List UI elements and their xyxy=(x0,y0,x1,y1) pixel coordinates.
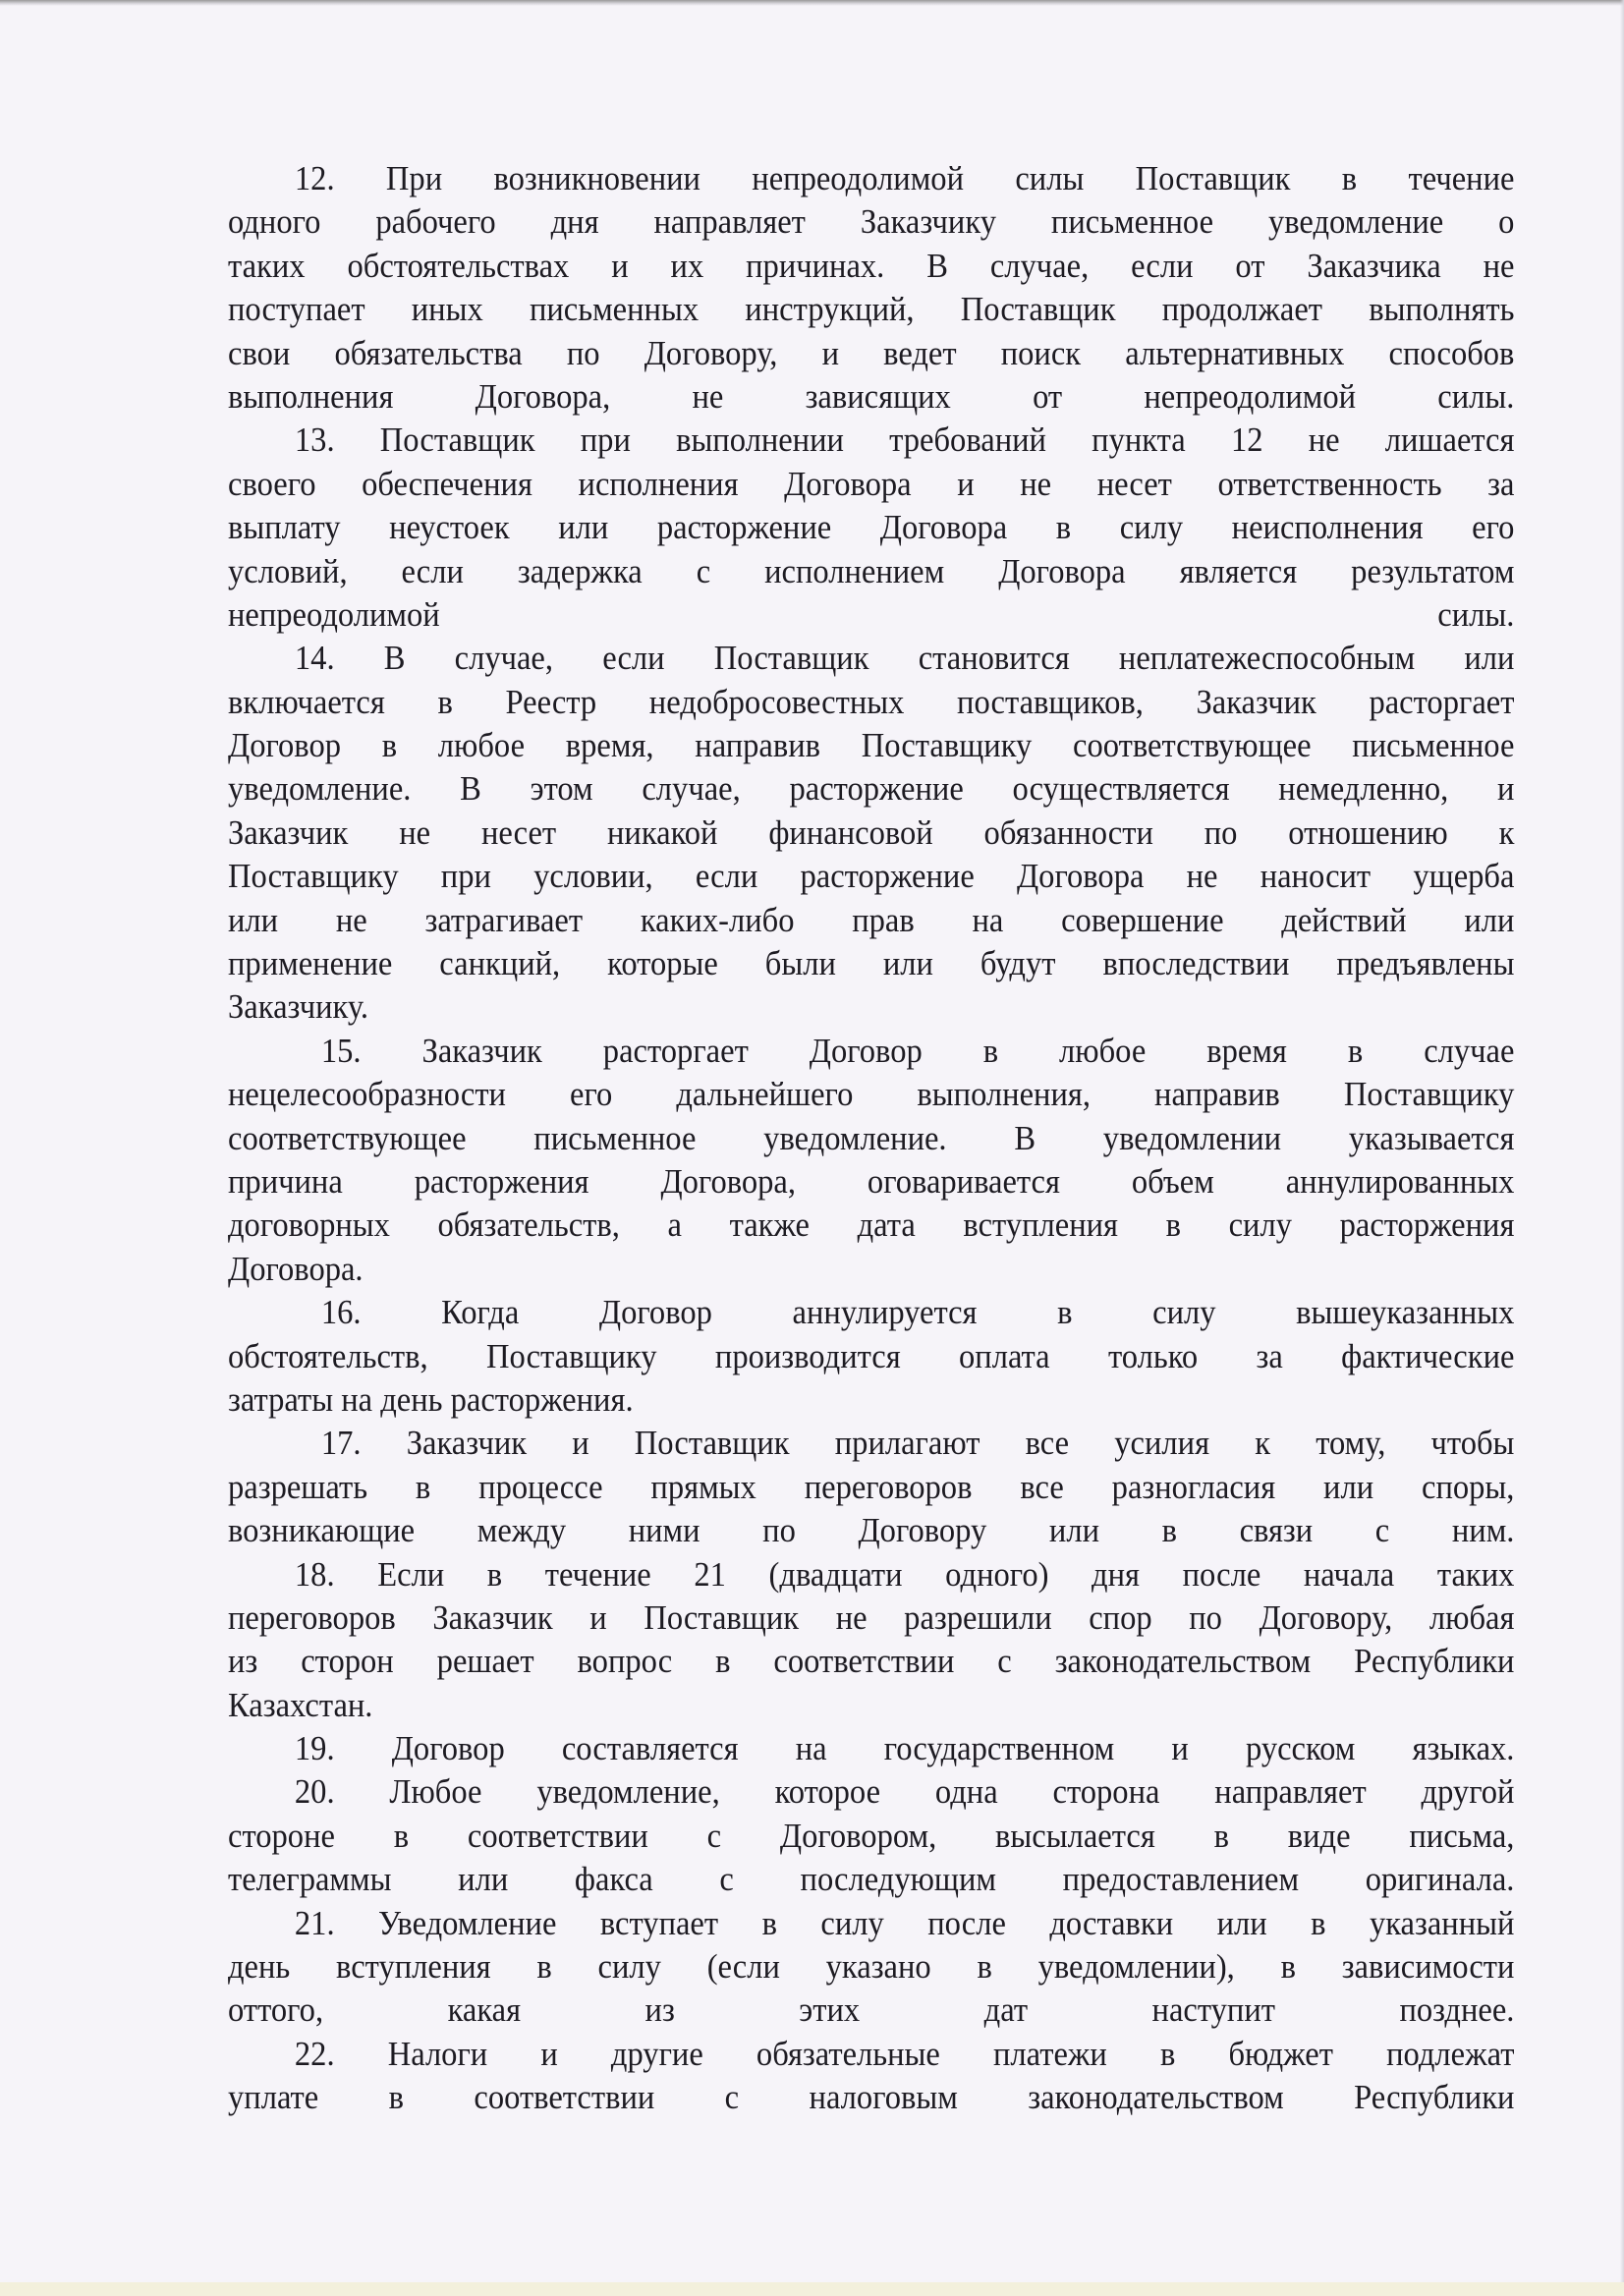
clause-first-line: 16. Когда Договор аннулируется в силу вышеуказанных xyxy=(320,1293,1515,1332)
document-line: Договор в любое время, направив Поставщику соответствующее письменное xyxy=(228,726,1515,765)
scan-edge-right xyxy=(1620,0,1624,2296)
clause-first-line: 21. Уведомление вступает в силу после доставки или в указанный xyxy=(294,1903,1515,1942)
document-line: Поставщику при условии, если расторжение Договора не наносит ущерба xyxy=(228,857,1515,896)
document-line: стороне в соответствии с Договором, высылается в виде письма, xyxy=(228,1816,1515,1855)
document-line: Казахстан. xyxy=(228,1685,373,1724)
document-line: таких обстоятельствах и их причинах. В случае, если от Заказчика не xyxy=(228,246,1515,285)
document-line: телеграммы или факса с последующим предоставлением оригинала. xyxy=(228,1860,1515,1899)
clause-first-line: 15. Заказчик расторгает Договор в любое время в случае xyxy=(320,1031,1515,1070)
scan-edge-bottom xyxy=(0,2282,1624,2296)
clause-first-line: 19. Договор составляется на государственном и русском языках. xyxy=(294,1729,1515,1768)
document-line: Договора. xyxy=(228,1249,364,1288)
document-line: нецелесообразности его дальнейшего выполнения, направив Поставщику xyxy=(228,1075,1515,1114)
document-line: выполнения Договора, не зависящих от непреодолимой силы. xyxy=(228,376,1515,416)
document-line: применение санкций, которые были или будут впоследствии предъявлены xyxy=(228,944,1515,983)
document-line: возникающие между ними по Договору или в связи с ним. xyxy=(228,1511,1515,1550)
document-line: выплату неустоек или расторжение Договора в силу неисполнения его xyxy=(228,508,1515,547)
clause-first-line: 18. Если в течение 21 (двадцати одного) дня после начала таких xyxy=(294,1554,1515,1594)
document-line: причина расторжения Договора, оговаривается объем аннулированных xyxy=(228,1161,1515,1201)
document-line: одного рабочего дня направляет Заказчику письменное уведомление о xyxy=(228,202,1515,242)
document-line: разрешать в процессе прямых переговоров все разногласия или споры, xyxy=(228,1467,1515,1506)
document-line: условий, если задержка с исполнением Договора является результатом xyxy=(228,551,1515,590)
document-line: оттого, какая из этих дат наступит позднее. xyxy=(228,1990,1515,2030)
clause-first-line: 13. Поставщик при выполнении требований пункта 12 не лишается xyxy=(294,420,1515,460)
document-line: переговоров Заказчик и Поставщик не разрешили спор по Договору, любая xyxy=(228,1597,1515,1637)
document-line: свои обязательства по Договору, и ведет поиск альтернативных способов xyxy=(228,333,1515,372)
document-line: из сторон решает вопрос в соответствии с законодательством Республики xyxy=(228,1642,1515,1681)
document-line: уведомление. В этом случае, расторжение осуществляется немедленно, и xyxy=(228,769,1515,809)
document-line: непреодолимой силы. xyxy=(228,594,1515,634)
document-line: своего обеспечения исполнения Договора и не несет ответственность за xyxy=(228,464,1515,503)
document-line: день вступления в силу (если указано в уведомлении), в зависимости xyxy=(228,1947,1515,1987)
document-line: включается в Реестр недобросовестных поставщиков, Заказчик расторгает xyxy=(228,682,1515,721)
clause-first-line: 20. Любое уведомление, которое одна сторона направляет другой xyxy=(294,1772,1515,1812)
scan-edge-top xyxy=(0,0,1624,6)
document-body xyxy=(228,157,1515,2120)
document-line: уплате в соответствии с налоговым законодательством Республики xyxy=(228,2078,1515,2117)
document-line: Заказчик не несет никакой финансовой обязанности по отношению к xyxy=(228,812,1515,852)
clause-first-line: 14. В случае, если Поставщик становится неплатежеспособным или xyxy=(294,639,1515,678)
clause-first-line: 12. При возникновении непреодолимой силы Поставщик в течение xyxy=(294,159,1515,197)
document-line: затраты на день расторжения. xyxy=(228,1379,634,1419)
document-line: договорных обязательств, а также дата вступления в силу расторжения xyxy=(228,1205,1515,1245)
clause-first-line: 17. Заказчик и Поставщик прилагают все усилия к тому, чтобы xyxy=(320,1424,1515,1463)
document-line: Заказчику. xyxy=(228,987,369,1027)
document-line: обстоятельств, Поставщику производится оплата только за фактические xyxy=(228,1336,1515,1375)
document-line: соответствующее письменное уведомление. В уведомлении указывается xyxy=(228,1118,1515,1157)
document-line: поступает иных письменных инструкций, Поставщик продолжает выполнять xyxy=(228,290,1515,329)
document-line: или не затрагивает каких-либо прав на совершение действий или xyxy=(228,900,1515,939)
clause-first-line: 22. Налоги и другие обязательные платежи в бюджет подлежат xyxy=(294,2034,1515,2073)
